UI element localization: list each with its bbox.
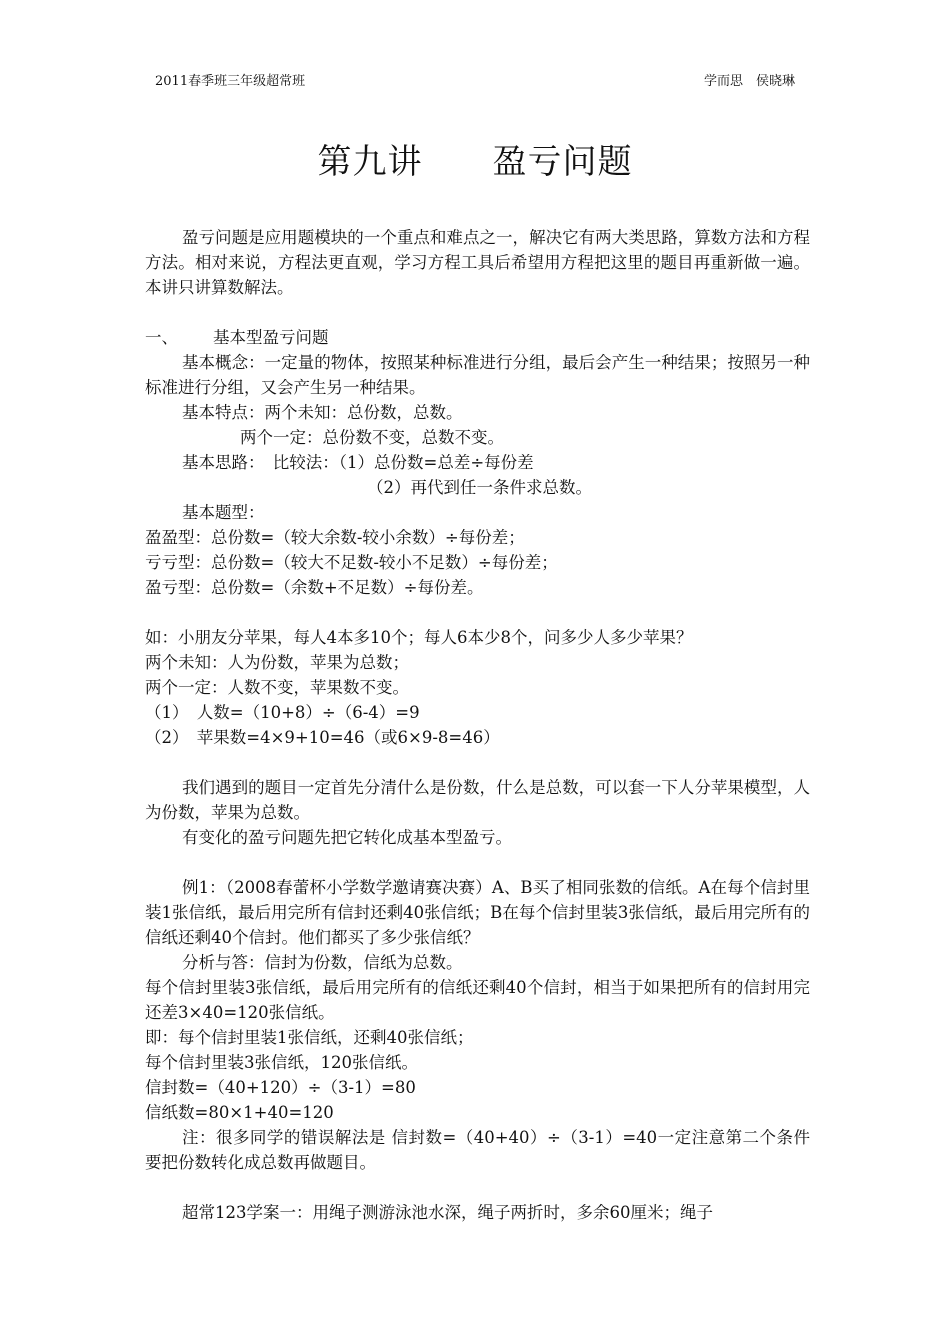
example1-answer-3: 每个信封里装3张信纸，120张信纸。 <box>145 1053 418 1072</box>
example1-answer-2: 即：每个信封里装1张信纸，还剩40张信纸； <box>145 1028 474 1047</box>
example1-answer-1: 每个信封里装3张信纸，最后用完所有的信纸还剩40个信封，相当于如果把所有的信封用完还差3×40=120张信纸。 <box>145 978 810 1022</box>
intro-paragraph: 盈亏问题是应用题模块的一个重点和难点之一，解决它有两大类思路，算数方法和方程方法。相对来说，方程法更直观，学习方程工具后希望用方程把这里的题目再重新做一遍。本讲只讲算数解法。 <box>145 228 810 297</box>
example1-answer-4: 信封数=（40+120）÷（3-1）=80 <box>145 1078 416 1097</box>
section-number: 一、 <box>145 328 178 347</box>
type-deficit-deficit: 亏亏型：总份数=（较大不足数-较小不足数）÷每份差； <box>145 553 558 572</box>
example1-note: 注：很多同学的错误解法是 信封数=（40+40）÷（3-1）=40一定注意第二个条件要把份数转化成总数再做题目。 <box>145 1128 810 1172</box>
basic-types-label: 基本题型： <box>182 503 265 522</box>
lecture-number: 第九讲 <box>317 142 423 182</box>
example0-line-4: （2） 苹果数=4×9+10=46（或6×9-8=46） <box>145 728 500 747</box>
section-heading <box>145 325 810 350</box>
example0-question: 如：小朋友分苹果，每人4本多10个；每人6本少8个，问多少人多少苹果？ <box>145 628 693 647</box>
type-surplus-deficit: 盈亏型：总份数=（余数+不足数）÷每份差。 <box>145 578 484 597</box>
example0-line-1: 两个未知：人为份数，苹果为总数； <box>145 653 409 672</box>
example0-line-3: （1） 人数=（10+8）÷（6-4）=9 <box>145 703 420 722</box>
document-body <box>145 225 810 1225</box>
type-surplus-surplus: 盈盈型：总份数=（较大余数-较小余数）÷每份差； <box>145 528 525 547</box>
basic-idea-1: 基本思路： 比较法：（1）总份数=总差÷每份差 <box>182 453 534 472</box>
basic-feature-1: 基本特点：两个未知：总份数，总数。 <box>182 403 463 422</box>
page-title <box>0 134 950 183</box>
case-1-question: 超常123学案一：用绳子测游泳池水深，绳子两折时，多余60厘米；绳子 <box>182 1203 713 1222</box>
header-course: 2011春季班三年级超常班 <box>155 74 306 89</box>
example1-question: 例1：（2008春蕾杯小学数学邀请赛决赛）A、B买了相同张数的信纸。A在每个信封里装1张信纸，最后用完所有信封还剩40张信纸；B在每个信封里装3张信纸，最后用完所有的信纸还剩40个信封。他们都买了多少张信纸？ <box>145 878 810 947</box>
example0-line-2: 两个一定：人数不变，苹果数不变。 <box>145 678 409 697</box>
basic-feature-2: 两个一定：总份数不变，总数不变。 <box>240 428 504 447</box>
header-teacher: 学而思 侯晓琳 <box>703 74 795 89</box>
example1-analysis: 分析与答：信封为份数，信纸为总数。 <box>182 953 463 972</box>
basic-idea-2: （2）再代到任一条件求总数。 <box>367 478 592 497</box>
section-title: 基本型盈亏问题 <box>213 328 329 347</box>
page-header <box>155 70 795 90</box>
note-paragraph-2: 有变化的盈亏问题先把它转化成基本型盈亏。 <box>182 828 512 847</box>
basic-concept: 基本概念：一定量的物体，按照某种标准进行分组，最后会产生一种结果；按照另一种标准进行分组，又会产生另一种结果。 <box>145 353 810 397</box>
note-paragraph-1: 我们遇到的题目一定首先分清什么是份数，什么是总数，可以套一下人分苹果模型，人为份数，苹果为总数。 <box>145 778 810 822</box>
lecture-topic: 盈亏问题 <box>492 142 633 182</box>
example1-answer-5: 信纸数=80×1+40=120 <box>145 1103 334 1122</box>
